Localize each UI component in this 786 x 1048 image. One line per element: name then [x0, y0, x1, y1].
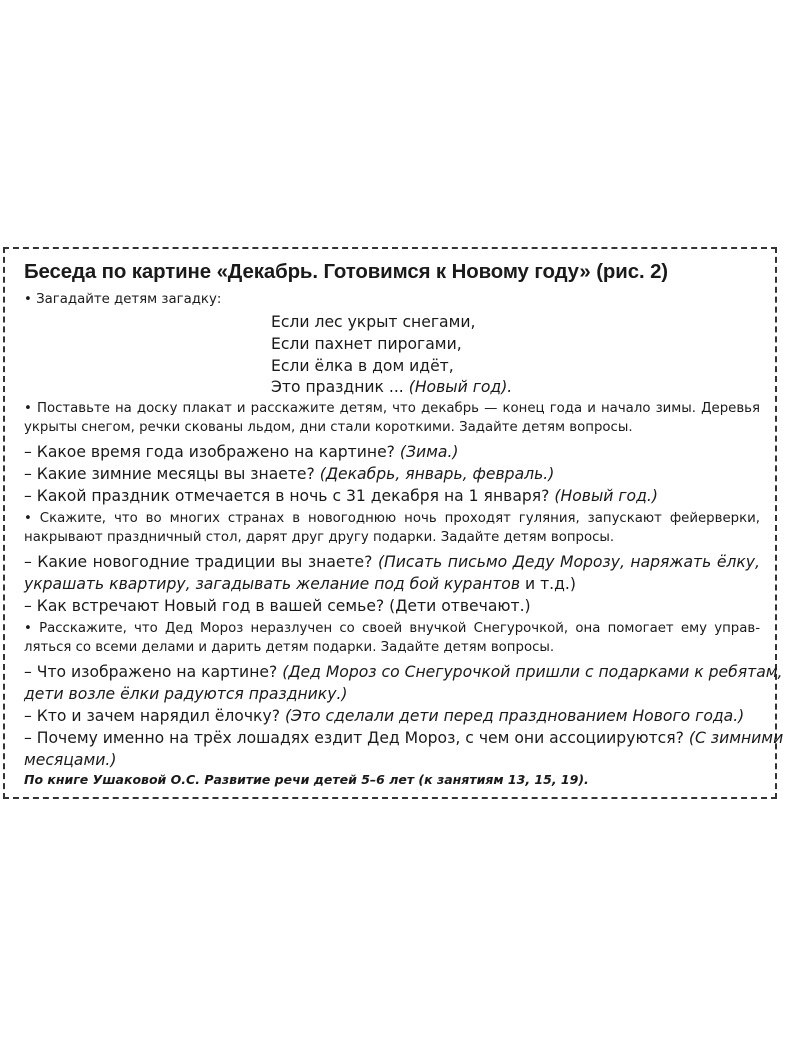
paragraph-2-line-1: • Скажите, что во многих странах в новогоднюю ночь проходят гуляния, запускают фейерверки,	[24, 511, 760, 526]
question-8-line-2: месяцами.)	[24, 751, 117, 769]
paragraph-1-line-2: укрыты снегом, речки скованы льдом, дни стали короткими. Задайте детям вопросы.	[24, 420, 633, 435]
question-5: – Как встречают Новый год в вашей семье? (Дети отвечают.)	[24, 597, 531, 615]
source-citation: По книге Ушаковой О.С. Развитие речи детей 5–6 лет (к занятиям 13, 15, 19).	[24, 772, 589, 787]
riddle-line-1: Если лес укрыт снегами,	[271, 313, 476, 331]
question-4-line-2: украшать квартиру, загадывать желание под бой курантов и т.д.)	[24, 575, 576, 593]
question-6-line-1: – Что изображено на картине? (Дед Мороз со Снегурочкой пришли с подарками к ребятам,	[24, 663, 783, 681]
paragraph-1-line-1: • Поставьте на доску плакат и расскажите детям, что декабрь — конец года и начало зимы. Деревья	[24, 401, 760, 416]
question-4-line-1: – Какие новогодние традиции вы знаете? (Писать письмо Деду Морозу, наряжать ёлку,	[24, 553, 760, 571]
question-3: – Какой праздник отмечается в ночь с 31 декабря на 1 января? (Новый год.)	[24, 487, 658, 505]
riddle-line-2: Если пахнет пирогами,	[271, 335, 462, 353]
paragraph-2-line-2: накрывают праздничный стол, дарят друг другу подарки. Задайте детям вопросы.	[24, 530, 615, 545]
question-2: – Какие зимние месяцы вы знаете? (Декабрь, январь, февраль.)	[24, 465, 555, 483]
intro-text: • Загадайте детям загадку:	[24, 292, 222, 307]
question-8-line-1: – Почему именно на трёх лошадях ездит Дед Мороз, с чем они ассоциируются? (С зимними	[24, 729, 784, 747]
riddle-line-3: Если ёлка в дом идёт,	[271, 357, 454, 375]
paragraph-3-line-1: • Расскажите, что Дед Мороз неразлучен со своей внучкой Снегурочкой, она помогает ему управ-	[24, 621, 760, 636]
paragraph-3-line-2: ляться со всеми делами и дарить детям подарки. Задайте детям вопросы.	[24, 640, 555, 655]
question-6-line-2: дети возле ёлки радуются празднику.)	[24, 685, 348, 703]
riddle-line-4: Это праздник ... (Новый год).	[271, 378, 513, 396]
page-title: Беседа по картине «Декабрь. Готовимся к Новому году» (рис. 2)	[24, 261, 669, 283]
question-7: – Кто и зачем нарядил ёлочку? (Это сделали дети перед празднованием Нового года.)	[24, 707, 745, 725]
question-1: – Какое время года изображено на картине? (Зима.)	[24, 443, 459, 461]
